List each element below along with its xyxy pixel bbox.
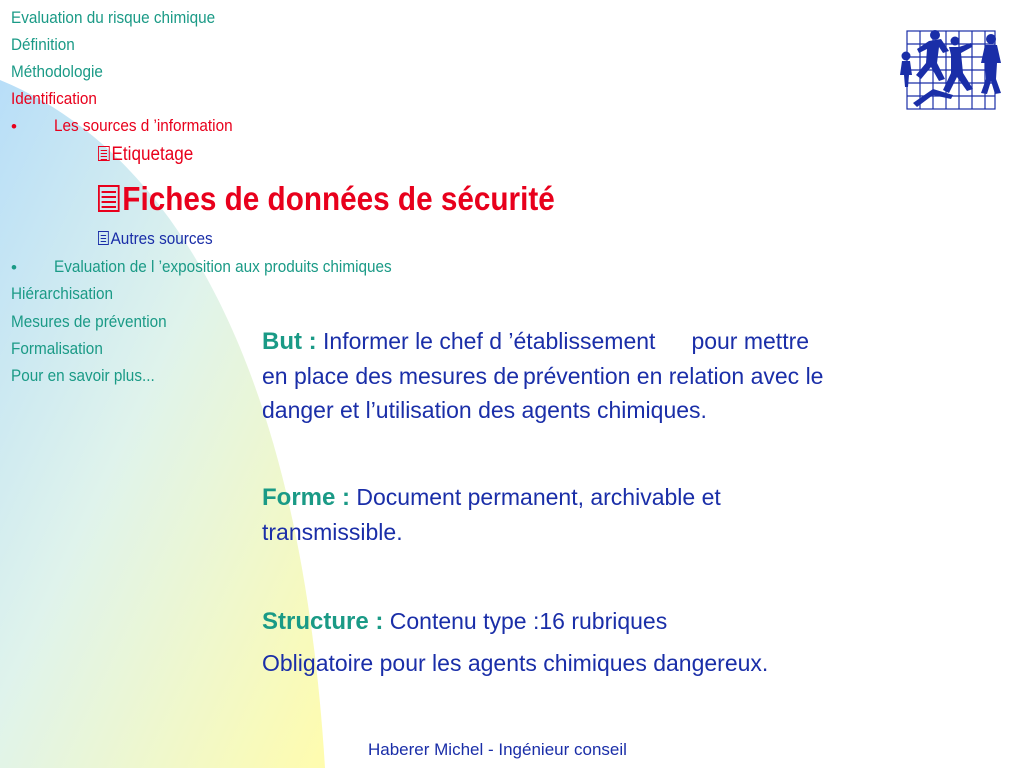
nav-definition[interactable]: Définition (11, 35, 75, 54)
structure-label: Structure : (262, 608, 384, 635)
nav-hierarchisation[interactable]: Hiérarchisation (11, 284, 114, 303)
etiquetage-label: Etiquetage (111, 144, 194, 165)
forme-paragraph (262, 480, 962, 549)
but-paragraph (262, 324, 962, 427)
nav-fiches[interactable] (98, 180, 555, 218)
fiches-label: Fiches de données de sécurité (122, 180, 555, 217)
but-line2-a: en place des mesures de (262, 363, 519, 389)
nav-autres[interactable] (98, 229, 213, 249)
nav-evaluation[interactable]: Evaluation du risque chimique (11, 8, 216, 27)
but-line2-b: prévention en relation avec le (523, 363, 824, 389)
nav-exposition[interactable]: Evaluation de l ’exposition aux produits chimiques (54, 257, 392, 276)
bullet-sources: • (11, 117, 17, 136)
autres-label: Autres sources (110, 229, 213, 248)
forme-label: Forme : (262, 484, 351, 511)
forme-line2: transmissible. (262, 519, 403, 545)
nav-formalisation[interactable]: Formalisation (11, 339, 103, 358)
structure-paragraph (262, 604, 962, 639)
footer-author: Haberer Michel - Ingénieur conseil (368, 740, 627, 759)
forme-line1: Document permanent, archivable et (356, 484, 721, 510)
nav-methodologie[interactable]: Méthodologie (11, 62, 103, 81)
document-lines-icon (98, 231, 109, 245)
document-lines-icon (98, 185, 120, 212)
document-lines-icon (98, 146, 110, 161)
structure-text: Contenu type :16 rubriques (389, 608, 668, 634)
nav-identification[interactable]: Identification (11, 89, 97, 108)
people-grid-logo (893, 23, 1009, 115)
but-label: But : (262, 328, 317, 355)
nav-etiquetage[interactable] (98, 144, 193, 166)
nav-sources[interactable]: Les sources d ’information (54, 116, 233, 135)
bullet-exposition: • (11, 258, 17, 277)
nav-savoir-plus[interactable]: Pour en savoir plus... (11, 366, 155, 385)
but-line3: danger et l’utilisation des agents chimiques. (262, 397, 707, 423)
nav-mesures[interactable]: Mesures de prévention (11, 312, 167, 331)
obligatoire-text: Obligatoire pour les agents chimiques dangereux. (262, 650, 769, 676)
but-line1-b: pour mettre (691, 328, 810, 354)
but-line1-a: Informer le chef d ’établissement (323, 328, 656, 354)
